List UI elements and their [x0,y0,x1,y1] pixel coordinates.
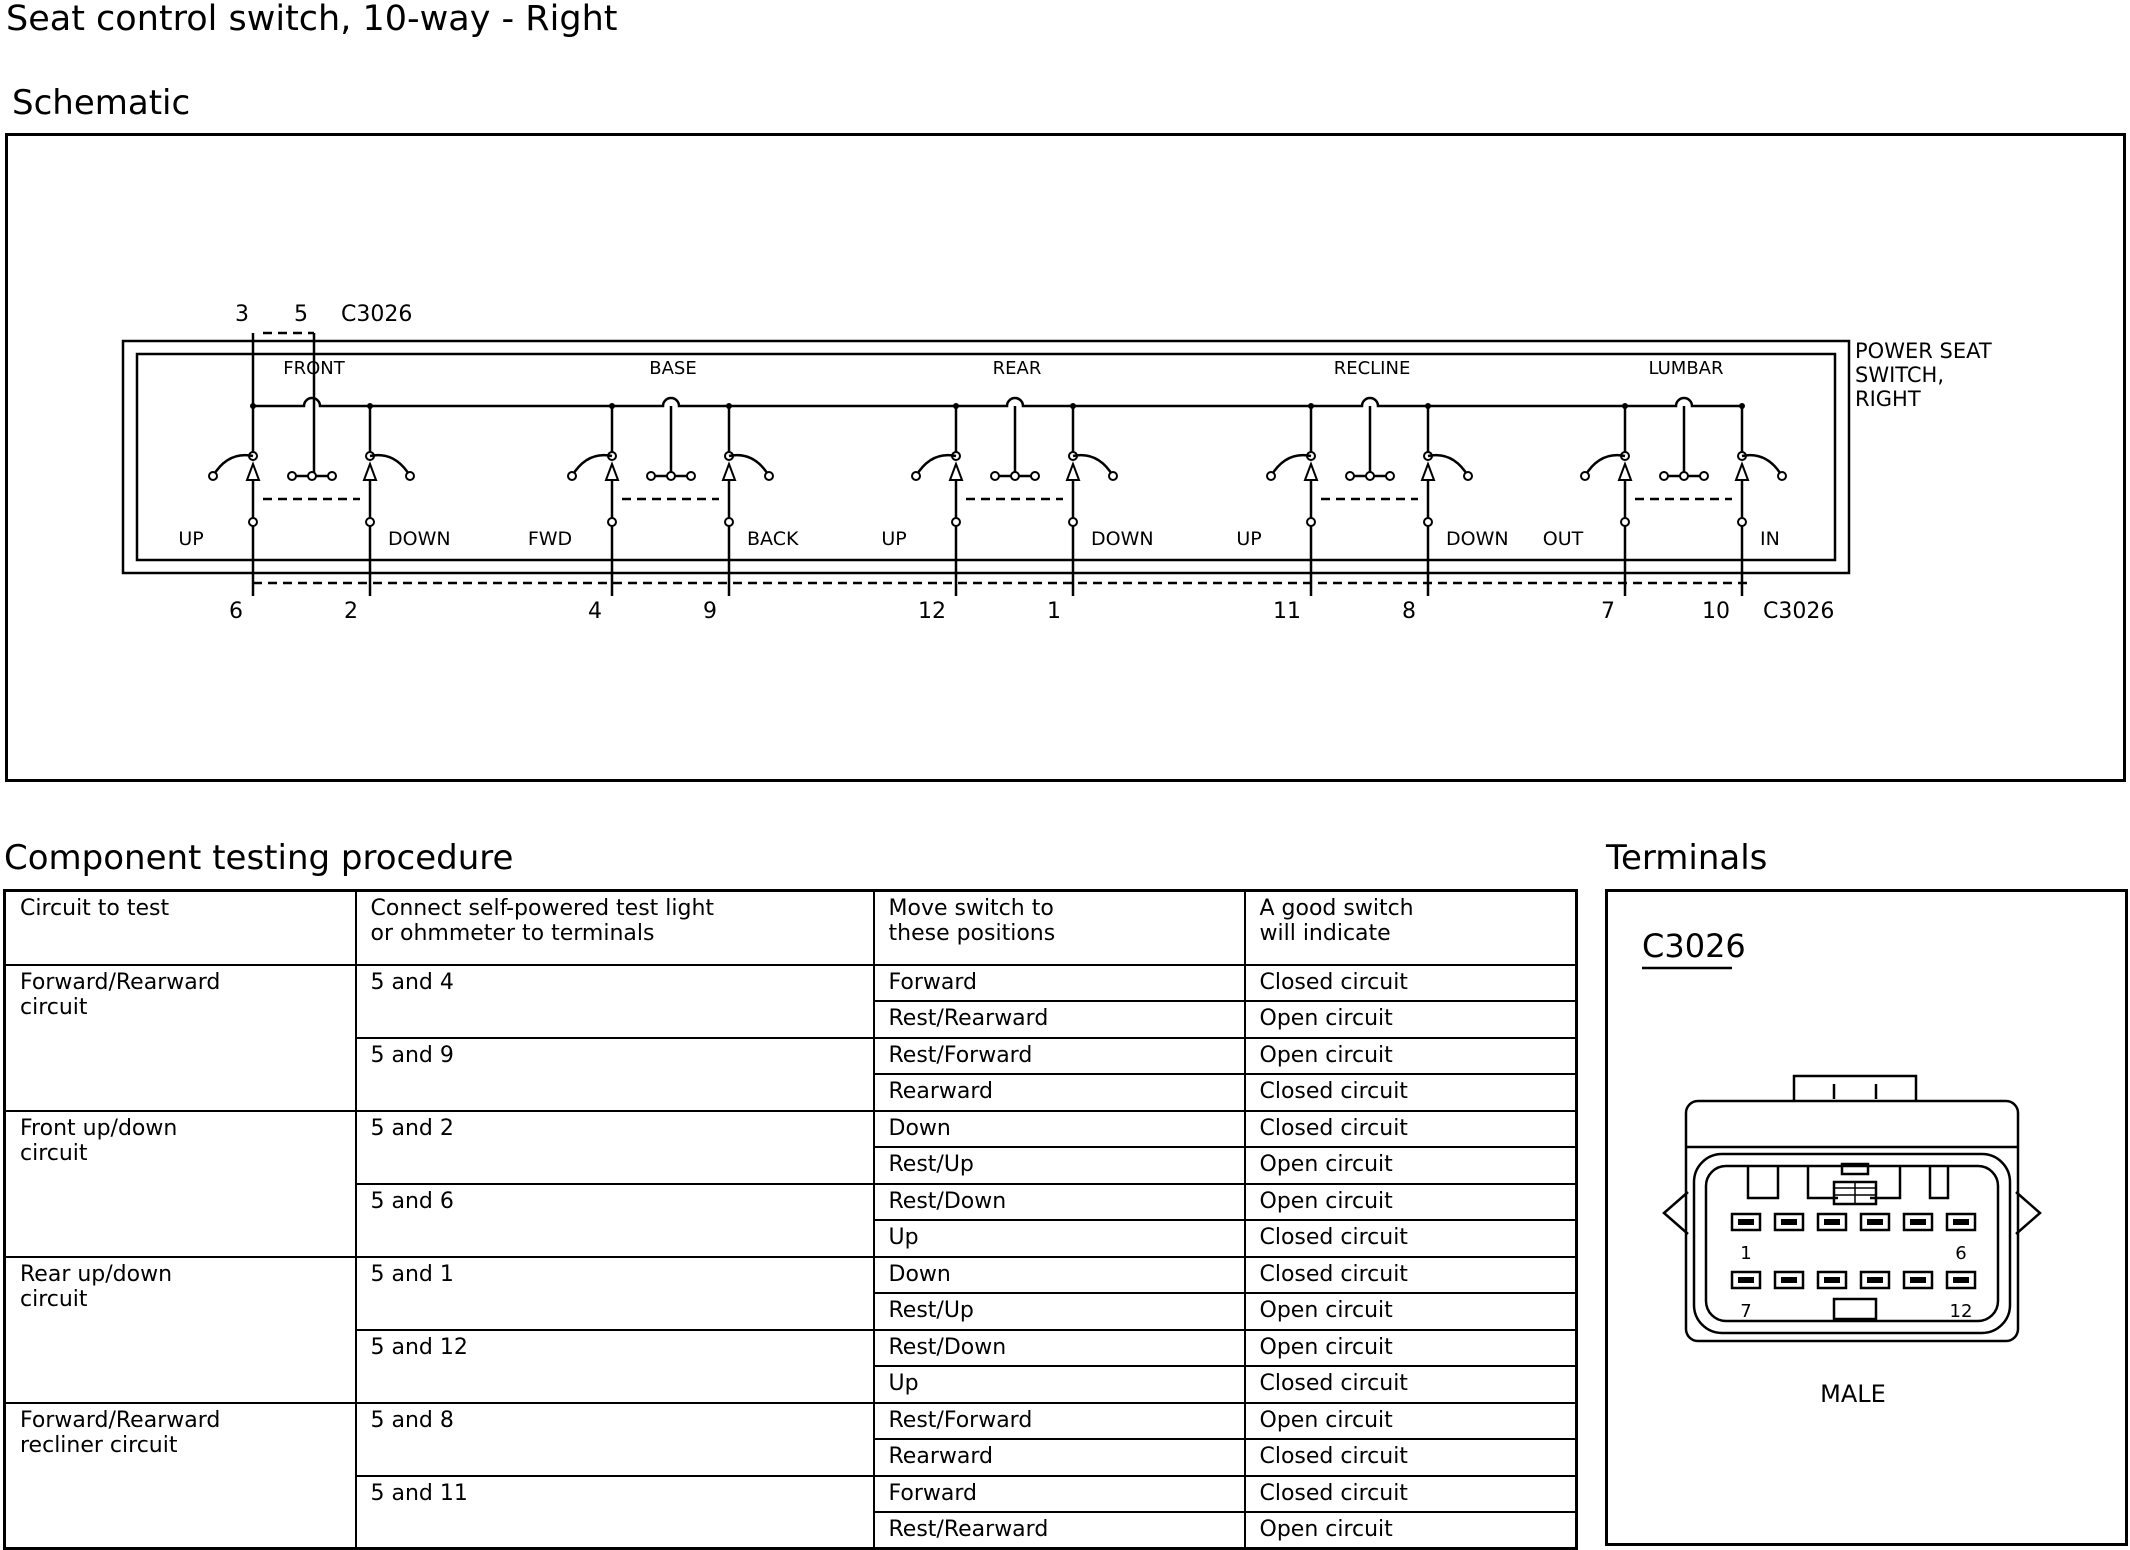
terminals-cell: 5 and 9 [356,1038,874,1111]
blade-arc [916,455,956,476]
result-cell: Open circuit [1245,1147,1577,1184]
blade-arrow [1736,464,1748,480]
section-name: BASE [649,358,697,379]
blade-arrow [723,464,735,480]
result-cell: Closed circuit [1245,965,1577,1002]
page-title: Seat control switch, 10-way - Right [6,0,618,39]
schematic-diagram [8,136,2123,779]
result-cell: Closed circuit [1245,1439,1577,1476]
terminals-cell: 5 and 11 [356,1476,874,1549]
terminal-point [952,518,960,526]
position-label-right: IN [1760,528,1780,550]
position-cell: Rearward [874,1439,1245,1476]
circuit-cell: Forward/Rearward circuit [5,965,356,1111]
position-cell: Rest/Up [874,1147,1245,1184]
connector-face-diagram [1608,892,2125,1543]
pin-blade [1867,1277,1883,1283]
table-row [5,965,1577,1002]
pin-blade [1910,1219,1926,1225]
contact [1660,472,1668,480]
terminal-point [1621,518,1629,526]
procedure-heading: Component testing procedure [4,838,514,878]
pin-number-right: 2 [344,599,358,624]
position-label-left: UP [178,528,204,550]
pin-label-6: 6 [1955,1243,1967,1264]
position-cell: Up [874,1366,1245,1403]
contact [991,472,999,480]
pin-blade [1824,1219,1840,1225]
pin-label-3: 3 [235,302,249,327]
result-cell: Closed circuit [1245,1074,1577,1111]
switch-outer-outline [123,341,1849,573]
contact [1346,472,1354,480]
column-header: Circuit to test [5,891,356,965]
pin-label-7: 7 [1740,1301,1752,1322]
section-name: REAR [992,358,1042,379]
result-cell: Closed circuit [1245,1366,1577,1403]
side-contact [1464,472,1472,480]
pin-blade [1953,1219,1969,1225]
position-label-right: DOWN [388,528,451,550]
circuit-cell: Rear up/down circuit [5,1257,356,1403]
table-row [5,1403,1577,1440]
result-cell: Open circuit [1245,1184,1577,1221]
blade-arc [213,455,253,476]
blade-arc [1585,455,1625,476]
position-cell: Rest/Rearward [874,1001,1245,1038]
blade-arrow [606,464,618,480]
position-label-left: FWD [527,528,573,550]
terminals-heading: Terminals [1606,838,1768,878]
position-label-left: UP [1236,528,1262,550]
side-contact [765,472,773,480]
result-cell: Open circuit [1245,1330,1577,1367]
terminal-point [249,518,257,526]
result-cell: Closed circuit [1245,1111,1577,1148]
position-cell: Rest/Down [874,1330,1245,1367]
column-header: Move switch to these positions [874,891,1245,965]
pin-number-left: 4 [588,599,602,624]
pin-number-left: 7 [1601,599,1615,624]
contact [1011,472,1019,480]
position-cell: Rest/Forward [874,1403,1245,1440]
contact [667,472,675,480]
blade-arc [1073,455,1113,476]
pin-number-left: 6 [229,599,243,624]
component-label-line: POWER SEAT [1855,339,1992,363]
side-contact [912,472,920,480]
terminals-cell: 5 and 8 [356,1403,874,1476]
blade-arc [572,455,612,476]
blade-arrow [247,464,259,480]
terminal-point [1307,518,1315,526]
result-cell: Open circuit [1245,1293,1577,1330]
blade-arc [1271,455,1311,476]
position-cell: Rest/Down [874,1184,1245,1221]
terminal-point [1069,518,1077,526]
pin-blade [1824,1277,1840,1283]
connector-id: C3026 [1642,927,1746,965]
contact [328,472,336,480]
blade-arrow [1067,464,1079,480]
blade-arrow [364,464,376,480]
position-cell: Down [874,1257,1245,1294]
side-contact [1581,472,1589,480]
terminal-point [608,518,616,526]
blade-arrow [950,464,962,480]
side-contact [406,472,414,480]
position-label-left: OUT [1542,528,1584,550]
schematic-heading: Schematic [12,83,191,123]
terminal-point [1424,518,1432,526]
column-header: A good switch will indicate [1245,891,1577,965]
result-cell: Open circuit [1245,1512,1577,1549]
side-contact [1109,472,1117,480]
side-tab-left [1664,1192,1688,1234]
result-cell: Closed circuit [1245,1257,1577,1294]
side-tab-right [2016,1192,2040,1234]
pin-label-5: 5 [294,302,308,327]
contact [1366,472,1374,480]
position-label-right: BACK [747,528,799,550]
section-name: LUMBAR [1648,358,1724,379]
bottom-key [1834,1299,1876,1319]
contact [687,472,695,480]
pin-blade [1781,1277,1797,1283]
position-cell: Down [874,1111,1245,1148]
position-cell: Forward [874,1476,1245,1513]
pin-label-12: 12 [1949,1301,1973,1322]
position-label-right: DOWN [1091,528,1154,550]
gender-label: MALE [1820,1380,1886,1408]
terminals-cell: 5 and 1 [356,1257,874,1330]
terminals-cell: 5 and 4 [356,965,874,1038]
column-header: Connect self-powered test light or ohmmeter to terminals [356,891,874,965]
blade-arrow [1305,464,1317,480]
position-label-right: DOWN [1446,528,1509,550]
contact [647,472,655,480]
blade-arc [1742,455,1782,476]
pin-number-right: 10 [1702,599,1730,624]
connector-label-bottom: C3026 [1763,599,1835,624]
pin-number-right: 8 [1402,599,1416,624]
component-label-line: SWITCH, [1855,363,1945,387]
table-row [5,1111,1577,1148]
contact [308,472,316,480]
position-cell: Rearward [874,1074,1245,1111]
pin-blade [1738,1277,1754,1283]
pin-number-right: 9 [703,599,717,624]
pin-label-1: 1 [1740,1243,1752,1264]
contact [1031,472,1039,480]
position-cell: Rest/Forward [874,1038,1245,1075]
keyway [1930,1166,1948,1198]
result-cell: Closed circuit [1245,1476,1577,1513]
terminals-cell: 5 and 6 [356,1184,874,1257]
power-bus [253,398,1742,406]
result-cell: Open circuit [1245,1403,1577,1440]
pin-blade [1781,1219,1797,1225]
section-name: FRONT [283,358,345,379]
terminal-point [725,518,733,526]
table-row [5,1257,1577,1294]
position-label-left: UP [881,528,907,550]
circuit-cell: Forward/Rearward recliner circuit [5,1403,356,1549]
terminal-point [1738,518,1746,526]
component-label-line: RIGHT [1855,387,1921,411]
contact [1386,472,1394,480]
schematic-panel [5,133,2126,782]
pin-number-left: 11 [1273,599,1301,624]
contact [1680,472,1688,480]
blade-arc [729,455,769,476]
result-cell: Open circuit [1245,1038,1577,1075]
side-contact [209,472,217,480]
side-contact [1778,472,1786,480]
result-cell: Open circuit [1245,1001,1577,1038]
position-cell: Up [874,1220,1245,1257]
terminals-cell: 5 and 12 [356,1330,874,1403]
blade-arrow [1422,464,1434,480]
procedure-table [3,889,1578,1550]
position-cell: Rest/Up [874,1293,1245,1330]
side-contact [568,472,576,480]
blade-arc [370,455,410,476]
component-label-group [1855,339,1992,411]
table-header-row [5,891,1577,965]
contact [1700,472,1708,480]
contact [288,472,296,480]
pin-blade [1910,1277,1926,1283]
section-name: RECLINE [1333,358,1411,379]
latch-top [1794,1076,1916,1101]
keyway [1748,1166,1778,1198]
terminal-point [366,518,374,526]
result-cell: Closed circuit [1245,1220,1577,1257]
pin-number-left: 12 [918,599,946,624]
pin-blade [1738,1219,1754,1225]
blade-arc [1428,455,1468,476]
position-cell: Forward [874,965,1245,1002]
pin-number-right: 1 [1047,599,1061,624]
position-cell: Rest/Rearward [874,1512,1245,1549]
pin-blade [1953,1277,1969,1283]
terminals-cell: 5 and 2 [356,1111,874,1184]
side-contact [1267,472,1275,480]
circuit-cell: Front up/down circuit [5,1111,356,1257]
connector-label-top: C3026 [341,302,413,327]
pin-blade [1867,1219,1883,1225]
blade-arrow [1619,464,1631,480]
terminals-panel [1605,889,2128,1546]
